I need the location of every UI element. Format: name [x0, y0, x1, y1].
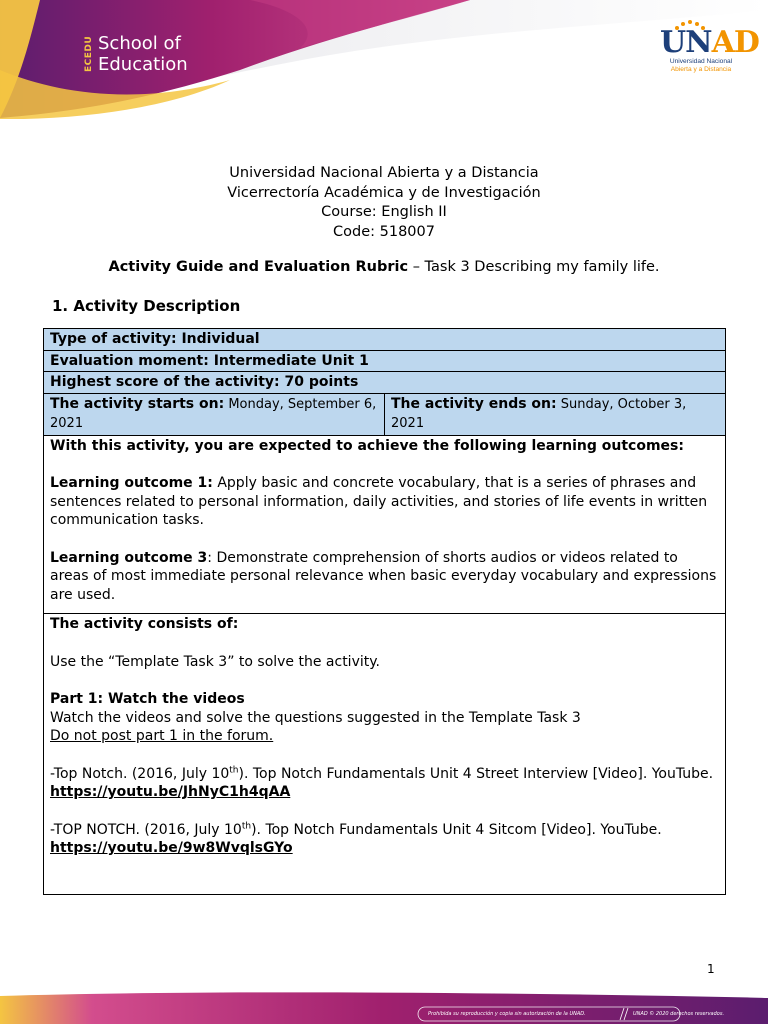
ref1-sup: th: [229, 764, 239, 775]
table-row: [44, 435, 726, 614]
part1-note: Do not post part 1 in the forum.: [50, 728, 274, 744]
school-line1: School of: [98, 33, 181, 54]
footer-note-right: UNAD © 2020 derechos reservados.: [633, 1011, 725, 1017]
university-name: Universidad Nacional Abierta y a Distancia: [229, 165, 539, 181]
evaluation-moment: Evaluation moment: Intermediate Unit 1: [44, 350, 726, 372]
reference-1: [50, 765, 719, 802]
consists-title: The activity consists of:: [50, 616, 239, 632]
table-row: [44, 350, 726, 372]
document-heading: [0, 164, 768, 242]
lo3-label: Learning outcome 3: [50, 549, 208, 566]
guide-title-bold: Activity Guide and Evaluation Rubric: [108, 259, 409, 275]
footer-banner: [0, 990, 768, 1024]
part1-title: Part 1: Watch the videos: [50, 691, 245, 707]
video-link-2[interactable]: https://youtu.be/9w8WvqlsGYo: [50, 840, 293, 856]
outcomes-intro: With this activity, you are expected to achieve the following learning outcomes:: [50, 437, 684, 454]
ref2-part-b: ). Top Notch Fundamentals Unit 4 Sitcom [Video]. YouTube.: [251, 821, 662, 838]
ref1-part-b: ). Top Notch Fundamentals Unit 4 Street Interview [Video]. YouTube.: [238, 765, 714, 782]
end-date-label: The activity ends on:: [391, 395, 557, 412]
table-row: [44, 393, 726, 435]
course-code: Code: 518007: [333, 223, 435, 240]
start-date-cell: [44, 393, 385, 435]
activity-consists-cell: [44, 614, 726, 895]
template-instruction: Use the “Template Task 3” to solve the activity.: [50, 653, 380, 670]
footer-note-left: Prohibida su reproducción y copia sin autorización de la UNAD.: [428, 1011, 586, 1017]
end-date-cell: [385, 393, 726, 435]
lo3-text: : Demonstrate comprehension of shorts audios or videos related to areas of most immediate personal relevance when basic everyday vocabulary and expressions are used.: [50, 549, 717, 603]
table-row: [44, 372, 726, 394]
highest-score: Highest score of the activity: 70 points: [44, 372, 726, 394]
unad-line2: Abierta y a Distancia: [670, 65, 732, 73]
start-date-label: The activity starts on:: [50, 395, 225, 412]
table-row: [44, 329, 726, 351]
school-of-education-logo: [84, 30, 188, 78]
page-number: 1: [707, 962, 715, 976]
guide-title-rest: – Task 3 Describing my family life.: [408, 259, 660, 275]
section-title: 1. Activity Description: [52, 297, 241, 315]
ecedu-tag: ECEDU: [84, 35, 94, 73]
unad-line1: Universidad Nacional: [669, 58, 733, 65]
type-of-activity: Type of activity: Individual: [44, 329, 726, 351]
unad-logo: [660, 20, 759, 73]
start-date-value: Monday, September 6, 2021: [50, 396, 377, 431]
table-row: [44, 614, 726, 895]
learning-outcome-1: [50, 474, 719, 530]
learning-outcomes-cell: [44, 435, 726, 614]
course-name: Course: English II: [321, 204, 447, 220]
reference-2: [50, 821, 719, 858]
lo1-label: Learning outcome 1:: [50, 475, 213, 491]
video-link-1[interactable]: https://youtu.be/JhNyC1h4qAA: [50, 784, 291, 800]
learning-outcome-3: [50, 549, 719, 605]
school-line2: Education: [98, 54, 188, 75]
part1-text: Watch the videos and solve the questions suggested in the Template Task 3: [50, 709, 581, 726]
guide-title: [0, 259, 768, 275]
ref1-part-a: -Top Notch. (2016, July 10: [50, 765, 230, 782]
ref2-part-a: -TOP NOTCH. (2016, July 10: [50, 821, 242, 838]
end-date-value: Sunday, October 3, 2021: [391, 396, 687, 431]
unad-mark-un: UN: [660, 25, 712, 60]
unad-mark-ad: AD: [711, 25, 759, 60]
lo1-text: Apply basic and concrete vocabulary, that is a series of phrases and sentences related to personal information, daily activities, and stories of life events in written communication tasks.: [50, 475, 708, 528]
ref2-sup: th: [241, 820, 252, 831]
activity-table: [43, 328, 726, 895]
vice-rectory: Vicerrectoría Académica y de Investigación: [227, 184, 541, 201]
